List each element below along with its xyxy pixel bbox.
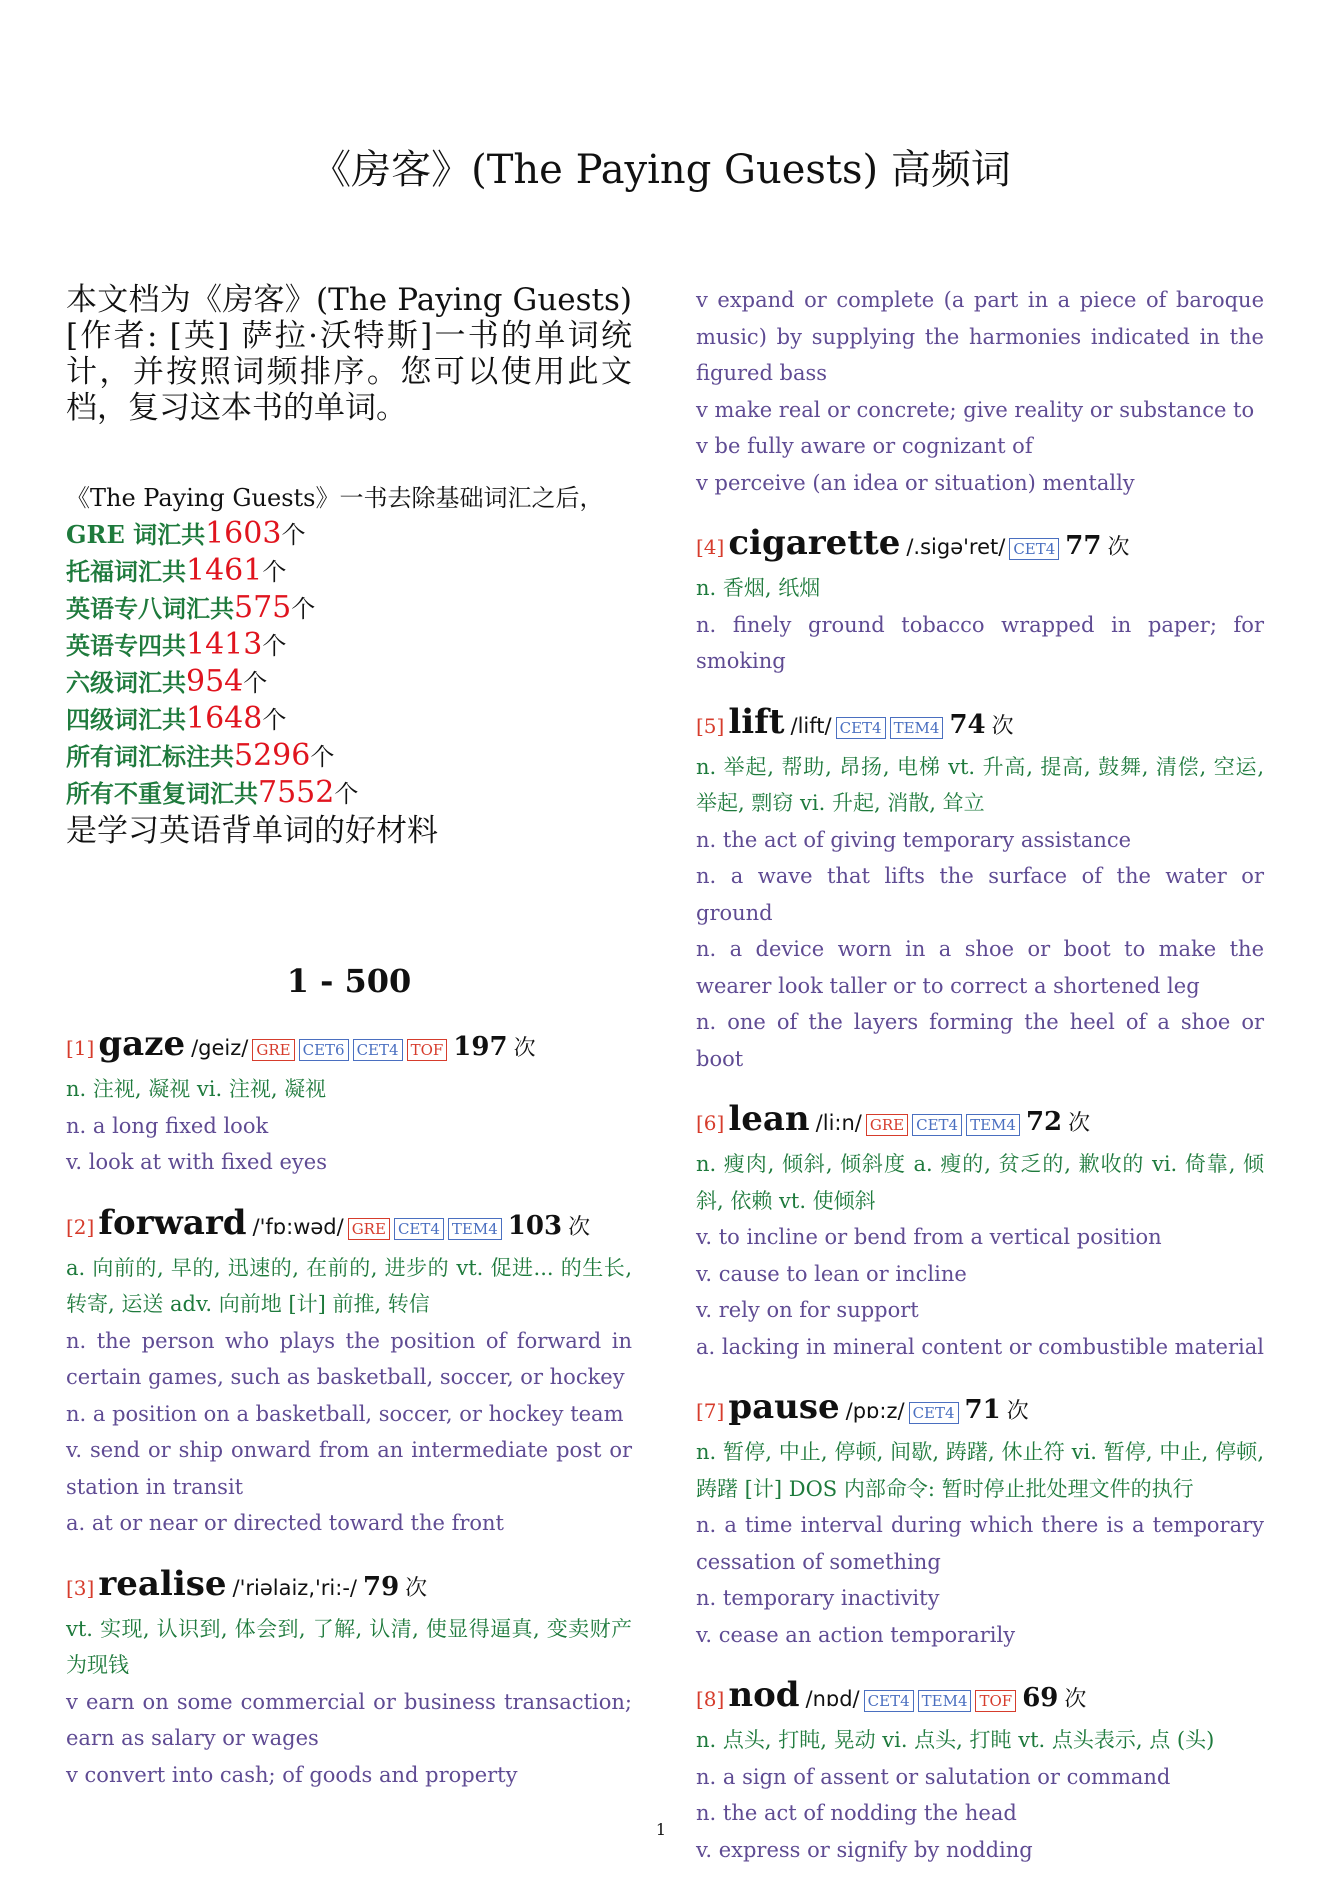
range-heading: 1 - 500: [286, 962, 412, 1000]
entry-header: [66, 1201, 632, 1250]
entry-index: [5]: [696, 713, 725, 738]
entry-header: [66, 1022, 632, 1071]
stat-label: 六级词汇共: [66, 668, 186, 697]
exam-tag: CET4: [1009, 538, 1059, 560]
definition-english: n. finely ground tobacco wrapped in paper; for smoking: [696, 612, 1264, 673]
stat-count: 954: [186, 664, 244, 699]
word-list-left: [66, 1022, 632, 1793]
exam-tag: TEM4: [890, 717, 944, 739]
definition-english: v expand or complete (a part in a piece of baroque music) by supplying the harmonies indicated in the figured bass: [696, 288, 1264, 385]
stat-unit: 个: [262, 558, 287, 586]
stat-count: 5296: [234, 738, 311, 773]
stat-line: [66, 553, 632, 590]
entry-header: [696, 521, 1264, 570]
entry-header: [696, 1673, 1264, 1722]
definition-english: v be fully aware or cognizant of: [696, 434, 1033, 458]
phonetic: /nɒd/: [805, 1687, 860, 1711]
stat-line: [66, 664, 632, 701]
exam-tag: CET4: [353, 1039, 403, 1061]
stat-count: 1603: [205, 516, 282, 551]
definition-english: n. a long fixed look: [66, 1113, 269, 1138]
definition-english: n. one of the layers forming the heel of a shoe or boot: [696, 1010, 1264, 1071]
word-entry: [696, 1385, 1264, 1653]
word-list-right: [696, 521, 1264, 1868]
stat-label: GRE 词汇共: [66, 520, 206, 549]
frequency-count: 74: [949, 709, 986, 740]
definition-chinese: n. 香烟, 纸烟: [696, 576, 821, 600]
frequency-unit: 次: [1006, 1399, 1029, 1424]
stat-count: 1461: [186, 553, 263, 588]
definition-chinese: n. 暂停, 中止, 停顿, 间歇, 踌躇, 休止符 vi. 暂停, 中止, 停顿, 踌躇 [计] DOS 内部命令: 暂时停止批处理文件的执行: [696, 1440, 1264, 1501]
stat-label: 英语专八词汇共: [66, 594, 234, 623]
definition-chinese: a. 向前的, 早的, 迅速的, 在前的, 进步的 vt. 促进... 的生长, 转寄, 运送 adv. 向前地 [计] 前推, 转信: [66, 1255, 632, 1316]
exam-tag: CET4: [864, 1690, 914, 1712]
definition-english: n. the act of giving temporary assistance: [696, 827, 1132, 852]
entry-index: [6]: [696, 1111, 725, 1135]
exam-tag: CET4: [836, 717, 886, 739]
headword: cigarette: [728, 523, 901, 563]
exam-tag: TOF: [975, 1690, 1016, 1712]
word-entry: [66, 1201, 632, 1542]
word-entry: [696, 700, 1264, 1078]
phonetic: /'riəlaiz,'ri:-/: [232, 1575, 357, 1600]
word-entry: [66, 1562, 632, 1794]
entry-header: [66, 1562, 632, 1611]
definition-english: v make real or concrete; give reality or substance to: [696, 397, 1255, 422]
definition-english: n. the person who plays the position of forward in certain games, such as basketball, soccer, or hockey: [66, 1328, 632, 1389]
stat-count: 575: [234, 590, 292, 625]
exam-tag: TEM4: [966, 1114, 1020, 1136]
frequency-unit: 次: [1064, 1687, 1087, 1712]
definition-english: n. temporary inactivity: [696, 1586, 940, 1610]
exam-tag: CET6: [299, 1039, 349, 1061]
exam-tag: CET4: [912, 1114, 962, 1136]
word-entry: [696, 1097, 1264, 1365]
stat-count: 1413: [186, 627, 263, 662]
document-title: 《房客》(The Paying Guests) 高频词: [311, 147, 1011, 193]
stat-line: [66, 738, 632, 775]
stat-unit: 个: [243, 669, 268, 697]
exam-tag: GRE: [252, 1039, 294, 1061]
stats-list: [66, 516, 632, 812]
exam-tag: CET4: [909, 1402, 959, 1424]
entry-header: [696, 1385, 1264, 1434]
stats-block: [66, 480, 632, 850]
definition-english: n. a wave that lifts the surface of the water or ground: [696, 864, 1264, 925]
definition-english: v. cease an action temporarily: [696, 1622, 1016, 1647]
definition-english: v perceive (an idea or situation) mentally: [696, 470, 1135, 495]
exam-tag: TOF: [407, 1039, 448, 1061]
headword: lean: [728, 1099, 810, 1139]
definition-english: v. rely on for support: [696, 1298, 919, 1322]
exam-tag: TEM4: [918, 1690, 972, 1712]
entry-index: [3]: [66, 1575, 95, 1600]
frequency-count: 71: [964, 1395, 1001, 1425]
left-column: [66, 282, 632, 1813]
frequency-count: 72: [1025, 1107, 1063, 1137]
stat-unit: 个: [291, 595, 316, 623]
stat-line: [66, 775, 632, 812]
entry-index: [1]: [66, 1036, 95, 1060]
headword: gaze: [98, 1024, 186, 1064]
definition-english: n. the act of nodding the head: [696, 1801, 1017, 1825]
phonetic: /geiz/: [191, 1036, 249, 1060]
entry-header: [696, 1097, 1264, 1146]
stat-line: [66, 627, 632, 664]
entry-index: [2]: [66, 1214, 95, 1239]
stat-unit: 个: [281, 521, 306, 549]
stats-lead: 《The Paying Guests》一书去除基础词汇之后，: [66, 484, 604, 512]
definition-english: n. a time interval during which there is a temporary cessation of something: [696, 1513, 1264, 1574]
entry-index: [4]: [696, 535, 725, 559]
definition-chinese: n. 点头, 打盹, 晃动 vi. 点头, 打盹 vt. 点头表示, 点 (头): [696, 1728, 1215, 1752]
word-entry: [696, 521, 1264, 680]
phonetic: /li:n/: [815, 1111, 862, 1135]
definition-english: v. send or ship onward from an intermediate post or station in transit: [66, 1438, 632, 1499]
frequency-count: 69: [1022, 1683, 1059, 1713]
headword: realise: [98, 1563, 227, 1604]
frequency-count: 103: [507, 1210, 563, 1241]
stat-unit: 个: [334, 780, 359, 808]
stat-unit: 个: [262, 706, 287, 734]
headword: pause: [728, 1387, 840, 1427]
stat-label: 托福词汇共: [66, 557, 186, 586]
definition-chinese: vt. 实现, 认识到, 体会到, 了解, 认清, 使显得逼真, 变卖财产为现钱: [66, 1616, 632, 1677]
phonetic: /.sigə'ret/: [906, 535, 1006, 559]
exam-tag: CET4: [394, 1218, 444, 1240]
frequency-unit: 次: [405, 1575, 428, 1601]
stat-label: 所有不重复词汇共: [66, 779, 258, 808]
definition-chinese: n. 注视, 凝视 vi. 注视, 凝视: [66, 1077, 327, 1101]
stat-line: [66, 590, 632, 627]
stats-closing: 是学习英语背单词的好材料: [66, 813, 438, 849]
definition-english: v. cause to lean or incline: [696, 1261, 967, 1286]
phonetic: /pɒ:z/: [845, 1399, 905, 1423]
frequency-unit: 次: [568, 1214, 591, 1240]
stat-line: [66, 516, 632, 553]
definition-english: n. a position on a basketball, soccer, or hockey team: [66, 1401, 624, 1426]
frequency-unit: 次: [513, 1036, 536, 1061]
entry-continuation: [696, 282, 1264, 501]
definition-english: a. at or near or directed toward the front: [66, 1511, 504, 1535]
headword: forward: [98, 1202, 247, 1243]
exam-tag: GRE: [348, 1218, 390, 1240]
stat-count: 7552: [258, 775, 335, 810]
entry-index: [8]: [696, 1687, 725, 1711]
headword: nod: [728, 1675, 800, 1715]
stat-label: 四级词汇共: [66, 705, 186, 734]
stat-count: 1648: [186, 701, 263, 736]
frequency-count: 77: [1065, 531, 1102, 561]
definition-chinese: n. 举起, 帮助, 昂扬, 电梯 vt. 升高, 提高, 鼓舞, 清偿, 空运, 举起, 剽窃 vi. 升起, 消散, 耸立: [696, 754, 1264, 815]
intro-paragraph: 本文档为《房客》(The Paying Guests)[作者: [英] 萨拉·沃特斯]一书的单词统计，并按照词频排序。您可以使用此文档，复习这本书的单词。: [66, 282, 632, 426]
frequency-unit: 次: [1068, 1111, 1091, 1136]
exam-tag: TEM4: [448, 1218, 502, 1240]
right-column: [696, 282, 1264, 1888]
phonetic: /'fɒ:wəd/: [252, 1214, 344, 1239]
frequency-count: 79: [362, 1571, 400, 1602]
definition-english: n. a device worn in a shoe or boot to make the wearer look taller or to correct a shortened leg: [696, 937, 1264, 998]
stat-label: 所有词汇标注共: [66, 742, 234, 771]
definition-english: n. a sign of assent or salutation or command: [696, 1764, 1171, 1789]
definition-english: v. to incline or bend from a vertical position: [696, 1225, 1162, 1249]
definition-english: v. look at with fixed eyes: [66, 1150, 327, 1174]
stat-line: [66, 701, 632, 738]
phonetic: /lift/: [790, 713, 832, 738]
definition-english: v. express or signify by nodding: [696, 1837, 1033, 1862]
headword: lift: [728, 701, 785, 742]
definition-chinese: n. 瘦肉, 倾斜, 倾斜度 a. 瘦的, 贫乏的, 歉收的 vi. 倚靠, 倾斜, 依赖 vt. 使倾斜: [696, 1152, 1264, 1213]
frequency-unit: 次: [991, 713, 1014, 739]
frequency-unit: 次: [1107, 535, 1130, 560]
stat-label: 英语专四共: [66, 631, 186, 660]
page-number: 1: [655, 1820, 667, 1839]
definition-english: v earn on some commercial or business transaction; earn as salary or wages: [66, 1689, 632, 1750]
exam-tag: GRE: [866, 1114, 908, 1136]
word-entry: [66, 1022, 632, 1181]
stat-unit: 个: [262, 632, 287, 660]
frequency-count: 197: [453, 1032, 508, 1062]
stat-unit: 个: [310, 743, 335, 771]
entry-header: [696, 700, 1264, 749]
entry-index: [7]: [696, 1399, 725, 1423]
definition-english: v convert into cash; of goods and property: [66, 1762, 518, 1787]
definition-english: a. lacking in mineral content or combustible material: [696, 1334, 1264, 1359]
